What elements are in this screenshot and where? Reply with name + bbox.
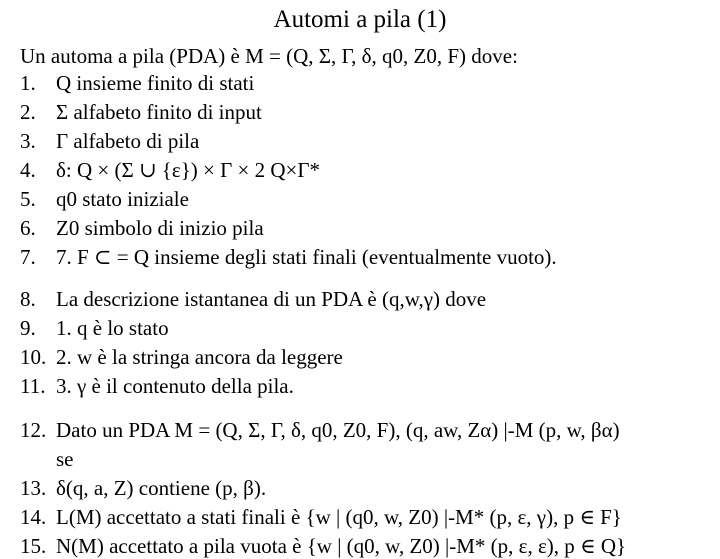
item-number: 15. (20, 534, 47, 558)
item-number: 13. (20, 476, 47, 500)
item-number: 11. (20, 374, 46, 398)
item-number: 7. (20, 245, 36, 269)
item-number: 5. (20, 187, 36, 211)
item-text: Z0 simbolo di inizio pila (56, 216, 264, 240)
item-text: δ(q, a, Z) contiene (p, β). (56, 476, 267, 500)
slide-title: Automi a pila (1) (273, 6, 447, 33)
item-number: 14. (20, 505, 47, 529)
list-item (20, 476, 266, 501)
item-text: q0 stato iniziale (56, 187, 189, 211)
list-item (20, 534, 626, 559)
item-text: Dato un PDA M = (Q, Σ, Γ, δ, q0, Z0, F), (q, aw, Zα) |-M (p, w, βα) (56, 418, 620, 442)
item-number: 3. (20, 129, 36, 153)
item-text: La descrizione istantanea di un PDA è (q,w,γ) dove (56, 287, 487, 311)
item-number: 4. (20, 158, 36, 182)
item-number: 1. (20, 71, 36, 95)
item-text: Σ alfabeto finito di input (56, 100, 262, 124)
item-continuation: se (56, 447, 74, 471)
list-item (20, 216, 264, 241)
list-item (20, 374, 294, 399)
item-text: 1. q è lo stato (56, 316, 169, 340)
list-item (20, 245, 557, 270)
item-number: 2. (20, 100, 36, 124)
list-item (20, 71, 254, 96)
intro-line: Un automa a pila (PDA) è M = (Q, Σ, Γ, δ, q0, Z0, F) dove: (20, 44, 518, 68)
list-item (20, 100, 262, 125)
item-text: δ: Q × (Σ ∪ {ε}) × Γ × 2 Q×Γ* (56, 158, 320, 182)
list-item (20, 158, 320, 183)
item-number: 8. (20, 287, 36, 311)
list-item (20, 187, 189, 212)
list-item (20, 418, 620, 443)
list-item (20, 287, 486, 312)
list-item (20, 345, 343, 370)
item-text: 3. γ è il contenuto della pila. (56, 374, 294, 398)
item-number: 6. (20, 216, 36, 240)
item-text: L(M) accettato a stati finali è {w | (q0, w, Z0) |-M* (p, ε, γ), p ∈ F} (56, 505, 622, 529)
item-number: 12. (20, 418, 47, 442)
item-text: N(M) accettato a pila vuota è {w | (q0, w, Z0) |-M* (p, ε, ε), p ∈ Q} (56, 534, 627, 558)
list-item (20, 505, 622, 530)
item-text: Q insieme finito di stati (56, 71, 255, 95)
list-item (20, 129, 199, 154)
item-text: 7. F ⊂ = Q insieme degli stati finali (eventualmente vuoto). (56, 245, 557, 269)
item-text: Γ alfabeto di pila (56, 129, 200, 153)
list-item (20, 316, 169, 341)
item-text: 2. w è la stringa ancora da leggere (56, 345, 343, 369)
item-number: 9. (20, 316, 36, 340)
item-number: 10. (20, 345, 47, 369)
